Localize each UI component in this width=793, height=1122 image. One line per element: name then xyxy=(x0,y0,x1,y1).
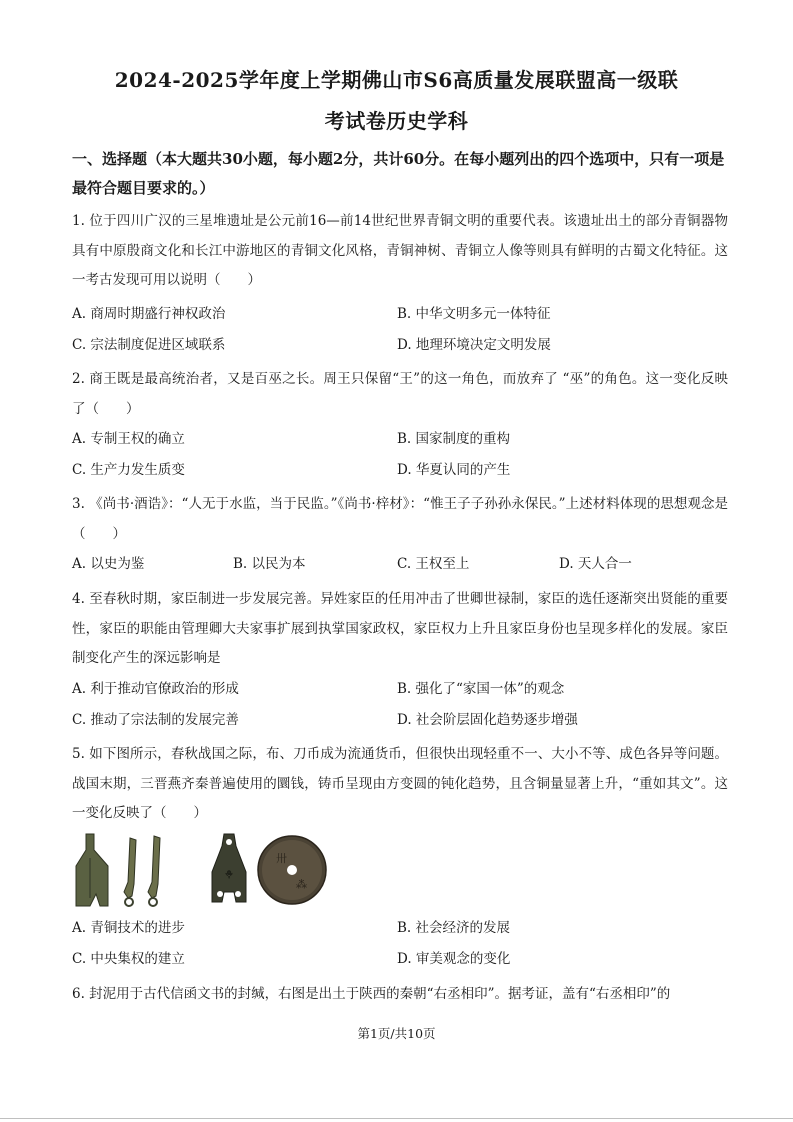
spade-coin-icon xyxy=(76,834,108,906)
question-2-option-c[interactable]: C. 生产力发生质变 xyxy=(72,462,185,478)
question-3-stem: 3. 《尚书·酒诰》：“人无于水监，当于民监。”《尚书·梓材》：“惟王子子孙孙永保民。”上述材料体现的思想观念是（ ） xyxy=(72,496,728,542)
question-4-stem: 4. 至春秋时期，家臣制进一步发展完善。异姓家臣的任用冲击了世卿世禄制，家臣的选任逐渐突出贤能的重要性，家臣的职能由管理卿大夫家事扩展到执掌国家政权，家臣权力上升且家臣身份也呈现多样化的发展。家臣制变化产生的深远影响是 xyxy=(72,591,728,666)
question-1-stem: 1. 位于四川广汉的三星堆遗址是公元前16—前14世纪世界青铜文明的重要代表。该遗址出土的部分青铜器物具有中原殷商文化和长江中游地区的青铜文化风格，青铜神树、青铜立人像等则具有鲜明的古蜀文化特征。这一考古发现可用以说明（ ） xyxy=(72,213,728,288)
question-5-option-a[interactable]: A. 青铜技术的进步 xyxy=(72,920,185,936)
ancient-coins-image xyxy=(74,832,334,910)
section-heading: 一、选择题（本大题共30小题，每小题2分，共计60分。在每小题列出的四个选项中，只有一项是最符合题目要求的。） xyxy=(72,150,725,197)
question-2-option-a[interactable]: A. 专制王权的确立 xyxy=(72,431,185,447)
question-3-option-c[interactable]: C. 王权至上 xyxy=(397,556,470,572)
page-bottom-rule xyxy=(0,1118,793,1119)
exam-title-line2: 考试卷历史学科 xyxy=(324,109,469,133)
question-3-option-d[interactable]: D. 天人合一 xyxy=(559,556,632,572)
svg-text:⁂: ⁂ xyxy=(296,878,307,891)
knife-coin-icon xyxy=(124,838,136,906)
question-5-option-d[interactable]: D. 审美观念的变化 xyxy=(397,951,511,967)
question-4-option-a[interactable]: A. 利于推动官僚政治的形成 xyxy=(72,681,239,697)
question-4-option-c[interactable]: C. 推动了宗法制的发展完善 xyxy=(72,712,239,728)
question-1-option-a[interactable]: A. 商周时期盛行神权政治 xyxy=(72,306,226,322)
question-4-option-d[interactable]: D. 社会阶层固化趋势逐步增强 xyxy=(397,712,578,728)
pointed-spade-coin-icon xyxy=(212,834,246,902)
question-2-option-b[interactable]: B. 国家制度的重构 xyxy=(397,431,511,447)
question-5-stem: 5. 如下图所示，春秋战国之际，布、刀币成为流通货币，但很快出现轻重不一、大小不等、成色各异等问题。战国末期，三晋燕齐秦普遍使用的圜钱，铸币呈现由方变圆的钝化趋势，且含铜量显著上升，“重如其文”。这一变化反映了（ ） xyxy=(72,746,728,821)
svg-text:⚘: ⚘ xyxy=(224,870,234,881)
page-footer: 第1页/共10页 xyxy=(357,1026,436,1041)
question-3-option-b[interactable]: B. 以民为本 xyxy=(233,556,306,572)
knife-coin-icon xyxy=(148,836,160,906)
question-1-option-b[interactable]: B. 中华文明多元一体特征 xyxy=(397,306,551,322)
question-1-option-d[interactable]: D. 地理环境决定文明发展 xyxy=(397,337,551,353)
question-6-stem: 6. 封泥用于古代信函文书的封缄，右图是出土于陕西的秦朝“右丞相印”。据考证，盖有“右丞相印”的 xyxy=(72,986,671,1002)
question-3-option-a[interactable]: A. 以史为鉴 xyxy=(72,556,145,572)
question-2-option-d[interactable]: D. 华夏认同的产生 xyxy=(397,462,511,478)
exam-title-line1: 2024-2025学年度上学期佛山市S6高质量发展联盟高一级联 xyxy=(114,68,679,92)
question-1-option-c[interactable]: C. 宗法制度促进区域联系 xyxy=(72,337,226,353)
question-5-option-b[interactable]: B. 社会经济的发展 xyxy=(397,920,511,936)
question-4-option-b[interactable]: B. 强化了“家国一体”的观念 xyxy=(397,681,565,697)
round-coin-icon xyxy=(258,836,326,904)
question-5-option-c[interactable]: C. 中央集权的建立 xyxy=(72,951,185,967)
svg-text:卅: 卅 xyxy=(276,852,287,865)
question-2-stem: 2. 商王既是最高统治者，又是百巫之长。周王只保留“王”的这一角色，而放弃了 “巫”的角色。这一变化反映了（ ） xyxy=(72,371,728,417)
